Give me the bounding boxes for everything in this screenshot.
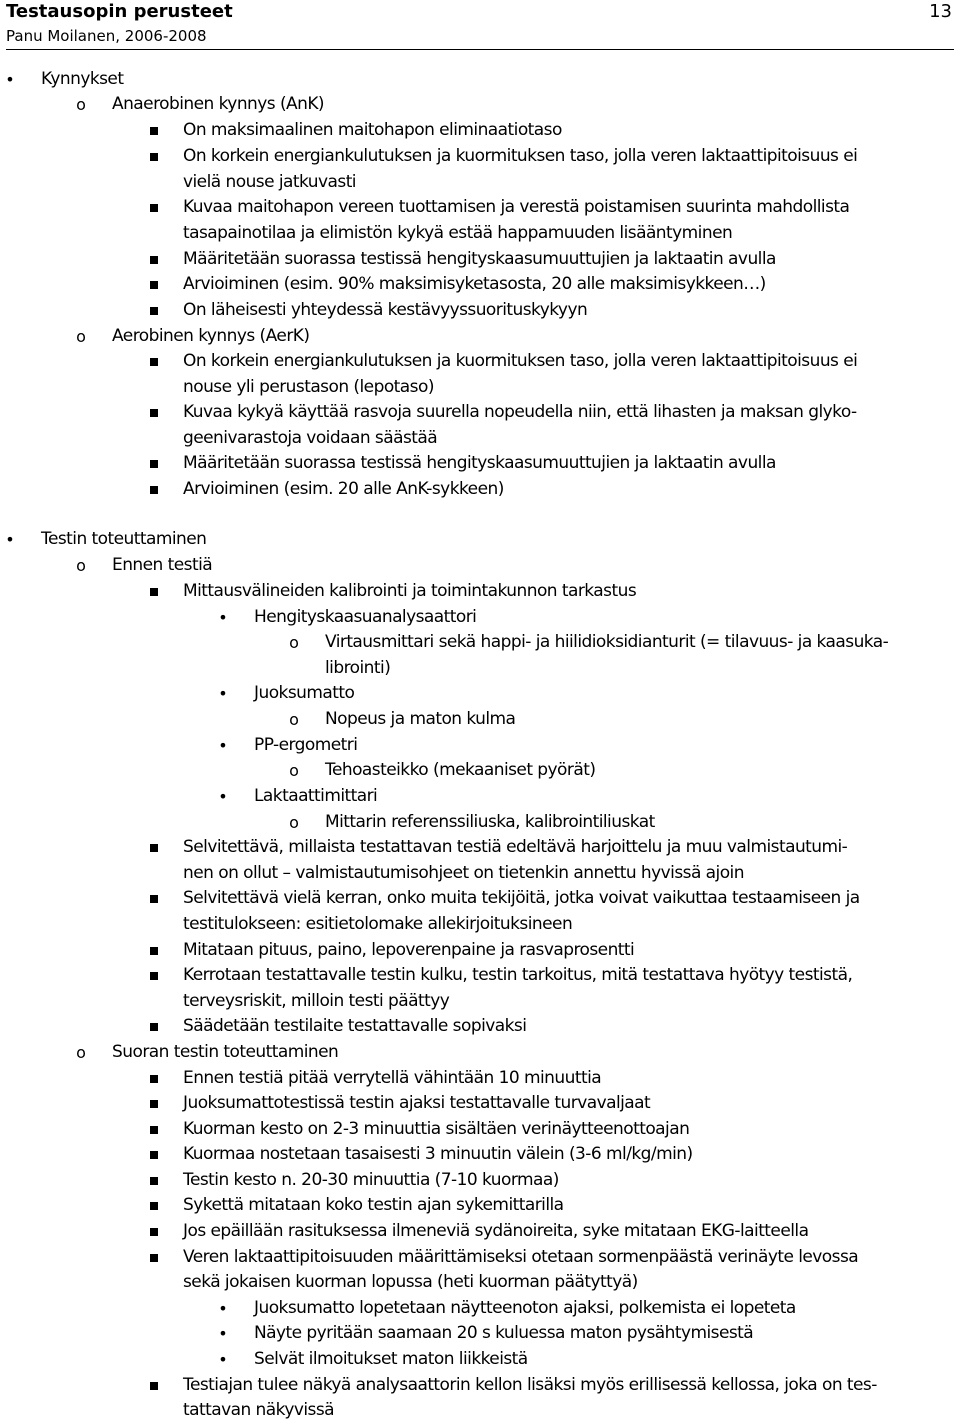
list-item: PP-ergometri [254, 735, 358, 755]
list-item: Mittausvälineiden kalibrointi ja toimintakunnon tarkastus [183, 581, 637, 601]
square-bullet-icon [150, 1202, 158, 1210]
circle-bullet-icon: o [76, 1043, 86, 1062]
square-bullet-icon [150, 1100, 158, 1108]
circle-bullet-icon: o [76, 95, 86, 114]
list-item-continuation: testitulokseen: esitietolomake allekirjoituksineen [183, 914, 573, 934]
dot-bullet-icon: • [218, 684, 228, 703]
list-item: On läheisesti yhteydessä kestävyyssuorituskykyyn [183, 300, 588, 320]
dot-bullet-icon: • [218, 736, 228, 755]
list-item: Mittarin referenssiliuska, kalibrointiliuskat [325, 812, 655, 832]
list-item-continuation: librointi) [325, 658, 391, 678]
list-item: Ennen testiä [112, 555, 213, 575]
square-bullet-icon [150, 1023, 158, 1031]
list-item: Testin toteuttaminen [41, 529, 207, 549]
list-item: Määritetään suorassa testissä hengityskaasumuuttujien ja laktaatin avulla [183, 453, 776, 473]
square-bullet-icon [150, 486, 158, 494]
list-item: On maksimaalinen maitohapon eliminaatiotaso [183, 120, 562, 140]
circle-bullet-icon: o [289, 710, 299, 729]
list-item: Selvitettävä vielä kerran, onko muita tekijöitä, jotka voivat vaikuttaa testaamiseen ja [183, 888, 860, 908]
circle-bullet-icon: o [289, 813, 299, 832]
circle-bullet-icon: o [76, 556, 86, 575]
square-bullet-icon [150, 460, 158, 468]
list-item: Kuormaa nostetaan tasaisesti 3 minuutin välein (3-6 ml/kg/min) [183, 1144, 693, 1164]
list-item: Arvioiminen (esim. 20 alle AnK-sykkeen) [183, 479, 504, 499]
dot-bullet-icon: • [5, 70, 15, 89]
square-bullet-icon [150, 1228, 158, 1236]
list-item: Hengityskaasuanalysaattori [254, 607, 477, 627]
list-item: Testin kesto n. 20-30 minuuttia (7-10 kuormaa) [183, 1170, 559, 1190]
list-item: Juoksumatto [254, 683, 355, 703]
circle-bullet-icon: o [289, 761, 299, 780]
list-item: Kuvaa kykyä käyttää rasvoja suurella nopeudella niin, että lihasten ja maksan glyko- [183, 402, 857, 422]
list-item-continuation: vielä nouse jatkuvasti [183, 172, 356, 192]
list-item: Sykettä mitataan koko testin ajan sykemittarilla [183, 1195, 564, 1215]
square-bullet-icon [150, 204, 158, 212]
square-bullet-icon [150, 1075, 158, 1083]
list-item-continuation: sekä jokaisen kuorman lopussa (heti kuorman päätyttyä) [183, 1272, 638, 1292]
square-bullet-icon [150, 895, 158, 903]
list-item: Selvät ilmoitukset maton liikkeistä [254, 1349, 528, 1369]
list-item: Laktaattimittari [254, 786, 378, 806]
square-bullet-icon [150, 127, 158, 135]
list-item: On korkein energiankulutuksen ja kuormituksen taso, jolla veren laktaattipitoisuus ei [183, 146, 858, 166]
list-item: Kerrotaan testattavalle testin kulku, testin tarkoitus, mitä testattava hyötyy testistä, [183, 965, 853, 985]
list-item: Testiajan tulee näkyä analysaattorin kellon lisäksi myös erillisessä kellossa, joka on tes- [183, 1375, 877, 1395]
list-item-continuation: tasapainotilaa ja elimistön kykyä estää happamuuden lisääntyminen [183, 223, 733, 243]
list-item: Veren laktaattipitoisuuden määrittämiseksi otetaan sormenpäästä verinäyte levossa [183, 1247, 859, 1267]
list-item: Määritetään suorassa testissä hengityskaasumuuttujien ja laktaatin avulla [183, 249, 776, 269]
list-item-continuation: nouse yli perustason (lepotaso) [183, 377, 434, 397]
list-item: Ennen testiä pitää verrytellä vähintään 10 minuuttia [183, 1068, 602, 1088]
square-bullet-icon [150, 307, 158, 315]
circle-bullet-icon: o [289, 633, 299, 652]
list-item: Kynnykset [41, 69, 124, 89]
square-bullet-icon [150, 1254, 158, 1262]
square-bullet-icon [150, 1382, 158, 1390]
list-item-continuation: geenivarastoja voidaan säästää [183, 428, 438, 448]
list-item: Juoksumatto lopetetaan näytteenoton ajaksi, polkemista ei lopeteta [254, 1298, 796, 1318]
list-item-continuation: terveysriskit, milloin testi päättyy [183, 991, 450, 1011]
list-item: On korkein energiankulutuksen ja kuormituksen taso, jolla veren laktaattipitoisuus ei [183, 351, 858, 371]
square-bullet-icon [150, 844, 158, 852]
page-number: 13 [929, 1, 952, 22]
list-item: Nopeus ja maton kulma [325, 709, 516, 729]
list-item: Säädetään testilaite testattavalle sopivaksi [183, 1016, 527, 1036]
square-bullet-icon [150, 588, 158, 596]
list-item: Kuorman kesto on 2-3 minuuttia sisältäen verinäytteenottoajan [183, 1119, 690, 1139]
square-bullet-icon [150, 256, 158, 264]
document-title: Testausopin perusteet [6, 1, 233, 22]
dot-bullet-icon: • [218, 608, 228, 627]
list-item: Suoran testin toteuttaminen [112, 1042, 339, 1062]
circle-bullet-icon: o [76, 327, 86, 346]
list-item: Juoksumattotestissä testin ajaksi testattavalle turvavaljaat [183, 1093, 651, 1113]
list-item: Mitataan pituus, paino, lepoverenpaine ja rasvaprosentti [183, 940, 635, 960]
square-bullet-icon [150, 153, 158, 161]
square-bullet-icon [150, 409, 158, 417]
list-item: Tehoasteikko (mekaaniset pyörät) [325, 760, 596, 780]
square-bullet-icon [150, 358, 158, 366]
page-header [6, 0, 954, 50]
square-bullet-icon [150, 947, 158, 955]
list-item: Näyte pyritään saamaan 20 s kuluessa maton pysähtymisestä [254, 1323, 754, 1343]
square-bullet-icon [150, 1151, 158, 1159]
square-bullet-icon [150, 972, 158, 980]
dot-bullet-icon: • [218, 1299, 228, 1318]
list-item: Anaerobinen kynnys (AnK) [112, 94, 325, 114]
list-item: Selvitettävä, millaista testattavan testiä edeltävä harjoittelu ja muu valmistautumi- [183, 837, 848, 857]
list-item-continuation: nen on ollut – valmistautumisohjeet on tietenkin annettu hyvissä ajoin [183, 863, 744, 883]
dot-bullet-icon: • [218, 1350, 228, 1369]
square-bullet-icon [150, 281, 158, 289]
list-item: Virtausmittari sekä happi- ja hiilidioksidianturit (= tilavuus- ja kaasuka- [325, 632, 889, 652]
list-item: Kuvaa maitohapon vereen tuottamisen ja verestä poistamisen suurinta mahdollista [183, 197, 850, 217]
dot-bullet-icon: • [5, 530, 15, 549]
list-item: Jos epäillään rasituksessa ilmeneviä sydänoireita, syke mitataan EKG-laitteella [183, 1221, 809, 1241]
square-bullet-icon [150, 1126, 158, 1134]
dot-bullet-icon: • [218, 787, 228, 806]
dot-bullet-icon: • [218, 1324, 228, 1343]
square-bullet-icon [150, 1177, 158, 1185]
list-item: Arvioiminen (esim. 90% maksimisyketasosta, 20 alle maksimisykkeen…) [183, 274, 766, 294]
list-item-continuation: tattavan näkyvissä [183, 1400, 334, 1420]
list-item: Aerobinen kynnys (AerK) [112, 326, 310, 346]
document-author: Panu Moilanen, 2006-2008 [6, 27, 207, 45]
